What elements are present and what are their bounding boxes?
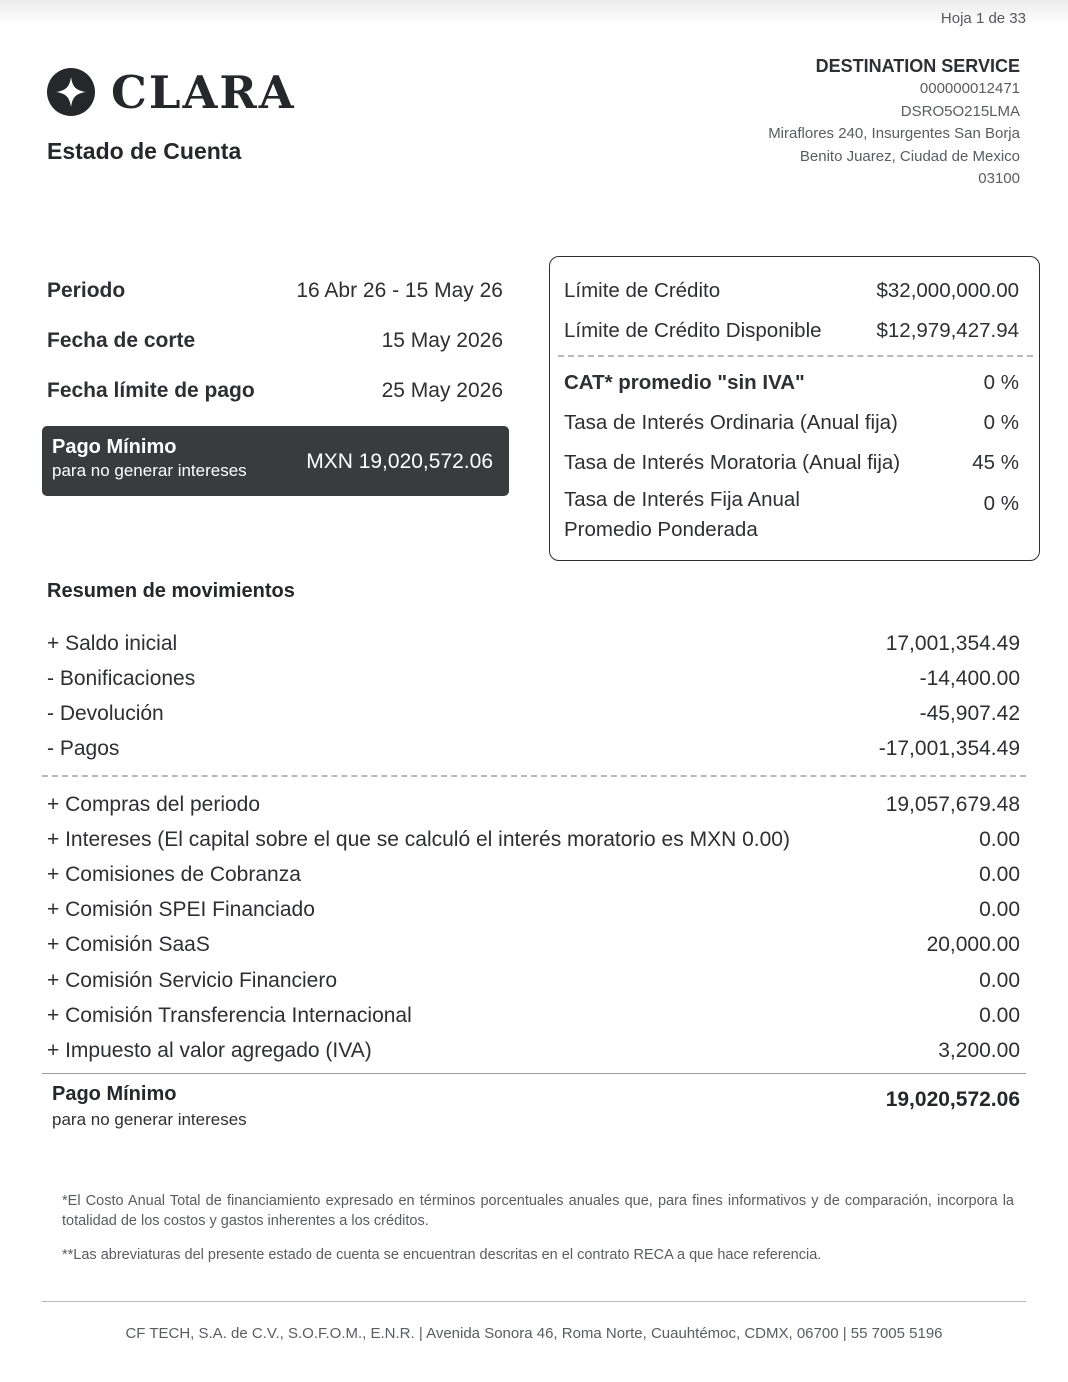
client-account: 000000012471 xyxy=(919,80,1020,97)
weighted-rate-value: 0 % xyxy=(983,492,1019,515)
date-row-due xyxy=(47,366,503,416)
footnotes xyxy=(62,1191,1014,1279)
date-value: 16 Abr 26 - 15 May 26 xyxy=(296,279,503,302)
movement-value: 0.00 xyxy=(979,968,1020,992)
credit-info-box xyxy=(549,256,1040,561)
movement-label: + Comisión Servicio Financiero xyxy=(47,968,338,992)
movement-row xyxy=(47,928,1020,963)
total-subtitle: para no generar intereses xyxy=(52,1110,247,1129)
movement-value: 0.00 xyxy=(979,862,1020,886)
movement-value: 20,000.00 xyxy=(926,933,1020,957)
rate-label: CAT* promedio "sin IVA" xyxy=(564,371,805,394)
summary-title: Resumen de movimientos xyxy=(47,580,295,602)
available-credit-label: Límite de Crédito Disponible xyxy=(564,319,822,342)
credit-limit-row xyxy=(564,271,1019,311)
movement-label: + Intereses (El capital sobre el que se calculó el interés moratorio es MXN 0.00) xyxy=(47,827,790,851)
available-credit-row xyxy=(564,311,1019,351)
logo-text: CLARA xyxy=(111,65,296,119)
rate-value: 0 % xyxy=(983,371,1019,394)
movement-value: 0.00 xyxy=(979,1003,1020,1027)
movement-value: -17,001,354.49 xyxy=(878,737,1020,761)
movement-value: -14,400.00 xyxy=(919,666,1020,690)
date-label: Fecha de corte xyxy=(47,329,196,352)
ordinary-rate-row xyxy=(564,403,1019,443)
footer-divider xyxy=(42,1301,1026,1302)
movement-value: -45,907.42 xyxy=(919,701,1020,725)
weighted-rate-label xyxy=(564,485,800,545)
weighted-rate-row xyxy=(564,485,1019,545)
total-value: 19,020,572.06 xyxy=(885,1088,1020,1111)
movement-label: + Impuesto al valor agregado (IVA) xyxy=(47,1038,372,1062)
movement-value: 19,057,679.48 xyxy=(885,792,1020,816)
date-value: 25 May 2026 xyxy=(381,379,503,402)
cat-row xyxy=(564,363,1019,403)
movement-row xyxy=(47,822,1020,857)
weighted-rate-label-line1: Tasa de Interés Fija Anual xyxy=(564,488,800,511)
movement-value: 17,001,354.49 xyxy=(885,631,1020,655)
movement-label: + Saldo inicial xyxy=(47,631,178,655)
minimum-payment-box xyxy=(42,426,509,496)
client-zip: 03100 xyxy=(978,170,1020,187)
rate-label: Tasa de Interés Moratoria (Anual fija) xyxy=(564,451,901,474)
document-title: Estado de Cuenta xyxy=(47,138,242,164)
minimum-payment-subtitle: para no generar intereses xyxy=(52,461,247,480)
total-divider xyxy=(42,1073,1026,1074)
statement-dates xyxy=(47,266,503,416)
movements-dashed-divider xyxy=(42,775,1026,777)
rate-label: Tasa de Interés Ordinaria (Anual fija) xyxy=(564,411,898,434)
available-credit-value: $12,979,427.94 xyxy=(876,319,1019,342)
rate-value: 0 % xyxy=(983,411,1019,434)
dashed-divider xyxy=(558,355,1033,357)
footnote-abbreviations: **Las abreviaturas del presente estado de cuenta se encuentran descritas en el contrato RECA a que hace referencia. xyxy=(62,1247,822,1263)
moratory-rate-row xyxy=(564,443,1019,483)
client-name: DESTINATION SERVICE xyxy=(815,56,1020,76)
movement-value: 0.00 xyxy=(979,827,1020,851)
movement-row xyxy=(47,661,1020,696)
client-address-line2: Benito Juarez, Ciudad de Mexico xyxy=(799,147,1020,165)
client-rfc: DSRO5O215LMA xyxy=(900,102,1020,120)
movement-row xyxy=(47,732,1020,767)
weighted-rate-label-line2: Promedio Ponderada xyxy=(564,518,758,541)
movements-group-2 xyxy=(47,787,1020,1069)
movement-label: - Devolución xyxy=(47,701,164,725)
movement-row xyxy=(47,1033,1020,1068)
movement-label: - Pagos xyxy=(47,737,120,761)
date-label: Fecha límite de pago xyxy=(47,379,255,402)
company-footer: CF TECH, S.A. de C.V., S.O.F.O.M., E.N.R. | Avenida Sonora 46, Roma Norte, Cuauhtémoc, CDMX, 06700 | 55 7005 5196 xyxy=(125,1325,943,1342)
total-title: Pago Mínimo xyxy=(52,1083,177,1105)
movement-label: + Compras del periodo xyxy=(47,792,261,816)
movement-value: 0.00 xyxy=(979,898,1020,922)
top-shadow xyxy=(0,0,1068,26)
page-number: Hoja 1 de 33 xyxy=(940,10,1026,27)
date-row-period xyxy=(47,266,503,316)
date-row-cutoff xyxy=(47,316,503,366)
client-address-line1: Miraflores 240, Insurgentes San Borja xyxy=(768,125,1020,142)
minimum-payment-title: Pago Mínimo xyxy=(52,436,177,458)
movement-label: + Comisión SaaS xyxy=(47,933,210,957)
movement-row xyxy=(47,893,1020,928)
movement-label: + Comisión SPEI Financiado xyxy=(47,898,315,922)
movement-row xyxy=(47,787,1020,822)
movement-row xyxy=(47,857,1020,892)
movement-value: 3,200.00 xyxy=(938,1038,1020,1062)
date-value: 15 May 2026 xyxy=(381,329,503,352)
clara-logo xyxy=(47,65,296,119)
movement-label: + Comisión Transferencia Internacional xyxy=(47,1003,412,1027)
client-info xyxy=(768,54,1020,191)
movement-row xyxy=(47,998,1020,1033)
movement-row xyxy=(47,696,1020,731)
clara-star-icon xyxy=(47,68,95,116)
date-label: Periodo xyxy=(47,279,126,302)
movement-row xyxy=(47,963,1020,998)
credit-limit-label: Límite de Crédito xyxy=(564,279,721,302)
movement-row xyxy=(47,626,1020,661)
movement-label: + Comisiones de Cobranza xyxy=(47,862,301,886)
total-minimum-payment xyxy=(52,1083,1020,1130)
movement-label: - Bonificaciones xyxy=(47,666,196,690)
movements-group-1 xyxy=(47,626,1020,767)
rate-value: 45 % xyxy=(972,451,1019,474)
footnote-cat: *El Costo Anual Total de financiamiento expresado en términos porcentuales anuales que, para fines informativos y de comparación, incorpora la totalidad de los costos y gastos inherentes a los créditos. xyxy=(62,1193,1014,1229)
minimum-payment-amount: MXN 19,020,572.06 xyxy=(306,450,493,473)
credit-limit-value: $32,000,000.00 xyxy=(876,279,1019,302)
